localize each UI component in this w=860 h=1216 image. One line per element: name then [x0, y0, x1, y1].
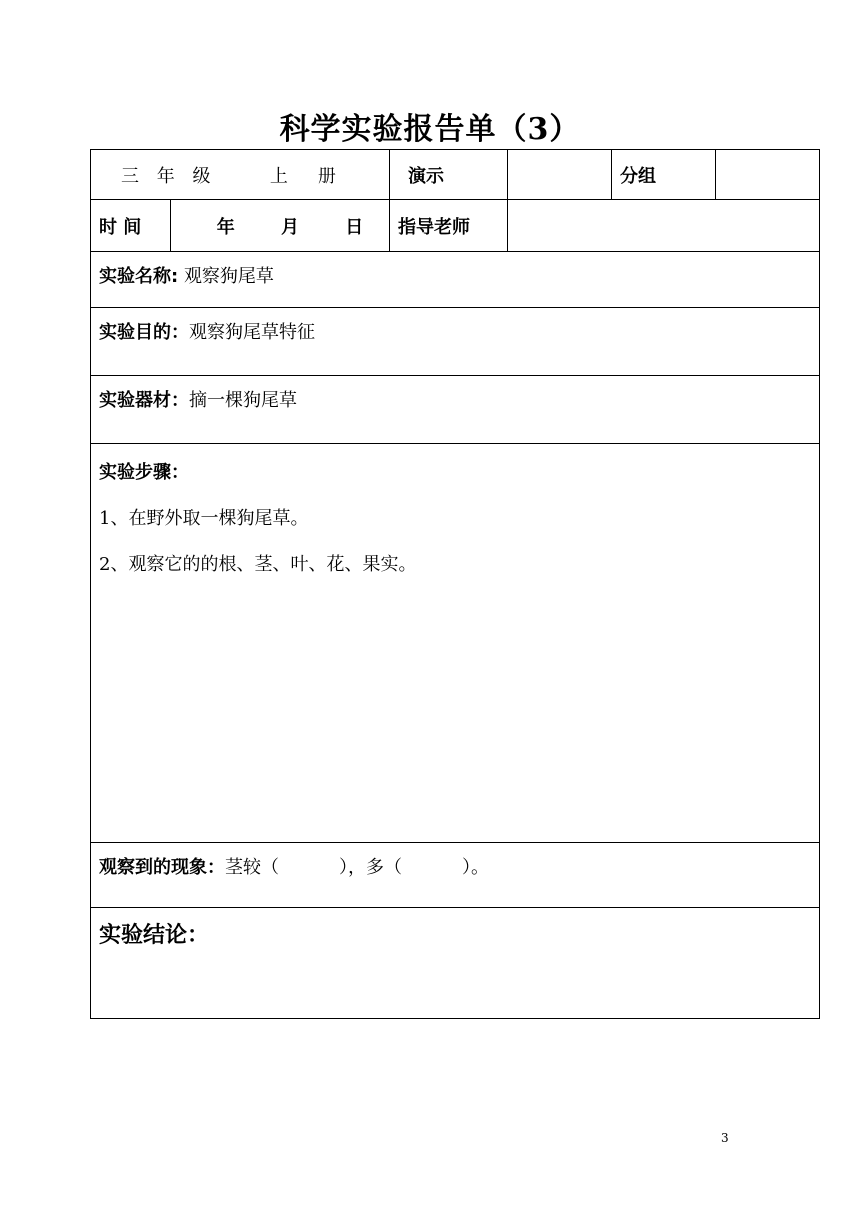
year-label: 年 [216, 216, 235, 238]
grade-label: 三 年 级 [121, 165, 217, 187]
experiment-purpose-cell [91, 308, 820, 376]
page-number: 3 [721, 1131, 729, 1145]
observation-label: 观察到的现象： [99, 857, 225, 878]
experiment-steps-cell [91, 444, 820, 843]
day-label: 日 [345, 216, 364, 238]
teacher-value-cell[interactable] [508, 200, 820, 252]
experiment-steps-row [91, 444, 820, 843]
observation-text-part2: ），多（ [339, 857, 402, 878]
month-label: 月 [281, 216, 299, 238]
conclusion-label: 实验结论： [99, 923, 210, 948]
experiment-name-cell [91, 252, 820, 308]
experiment-name-label: 实验名称: [99, 266, 179, 287]
group-value-cell[interactable] [716, 150, 820, 200]
date-cell[interactable] [171, 200, 390, 252]
experiment-materials-cell [91, 376, 820, 444]
page-title: 科学实验报告单（3） [279, 112, 581, 147]
observation-row [91, 843, 820, 908]
time-label: 时 间 [91, 200, 171, 252]
report-table [90, 149, 820, 1019]
demo-value-cell[interactable] [508, 150, 612, 200]
experiment-purpose-label: 实验目的： [99, 322, 189, 343]
experiment-materials-row [91, 376, 820, 444]
volume-label: 上 册 [269, 165, 342, 187]
observation-cell [91, 843, 820, 908]
conclusion-cell[interactable] [91, 908, 820, 1019]
demo-label: 演示 [390, 150, 508, 200]
observation-text-part3: ）。 [462, 857, 489, 878]
experiment-name-value: 观察狗尾草 [183, 266, 274, 287]
experiment-materials-label: 实验器材： [99, 390, 189, 411]
teacher-label: 指导老师 [390, 200, 508, 252]
experiment-purpose-value: 观察狗尾草特征 [189, 322, 315, 343]
header-row-grade [91, 150, 820, 200]
group-label: 分组 [612, 150, 716, 200]
observation-text-part1: 茎较（ [225, 857, 279, 878]
conclusion-row [91, 908, 820, 1019]
experiment-step-item: 1、在野外取一棵狗尾草。 [99, 508, 309, 529]
experiment-step-item: 2、观察它的的根、茎、叶、花、果实。 [99, 554, 417, 575]
experiment-purpose-row [91, 308, 820, 376]
experiment-name-row [91, 252, 820, 308]
experiment-steps-label: 实验步骤： [99, 462, 189, 483]
grade-cell [91, 150, 390, 200]
header-row-time [91, 200, 820, 252]
experiment-materials-value: 摘一棵狗尾草 [189, 390, 297, 411]
